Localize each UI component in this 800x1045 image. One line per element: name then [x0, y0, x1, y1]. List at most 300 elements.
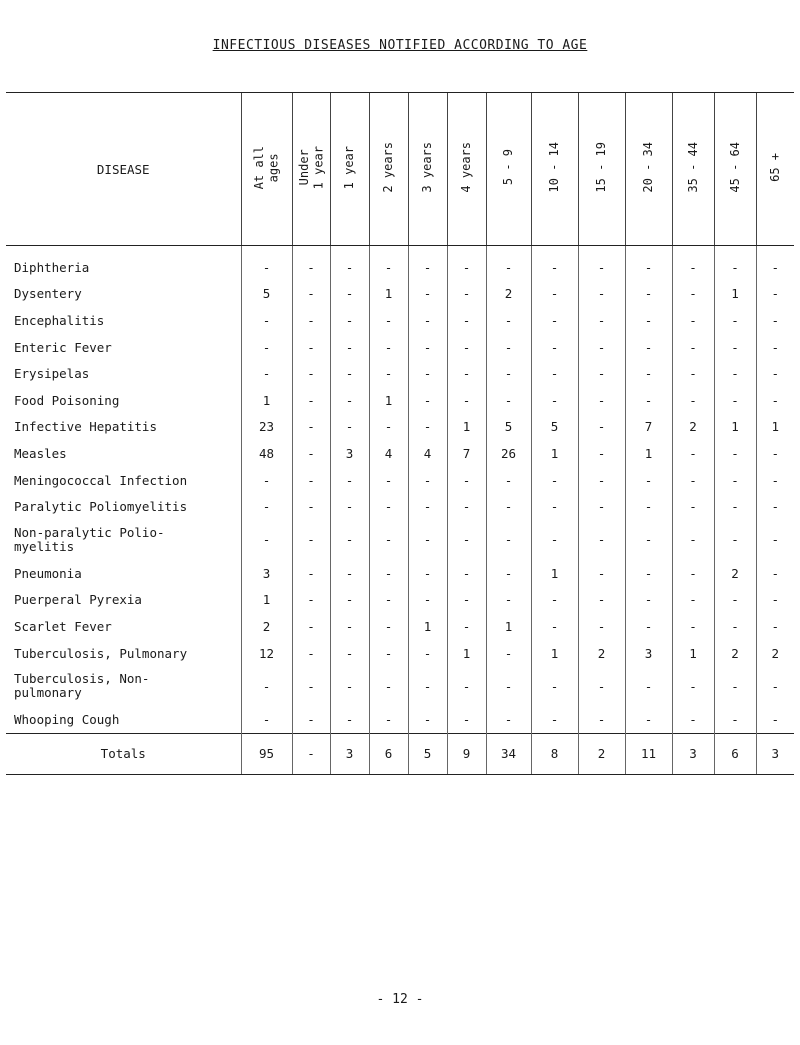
count-cell: -: [408, 467, 447, 494]
total-cell: 3: [330, 733, 369, 774]
count-cell: -: [486, 307, 531, 334]
totals-label: Totals: [6, 733, 241, 774]
count-cell: -: [330, 560, 369, 587]
disease-name: Dysentery: [14, 286, 82, 302]
count-cell: 7: [625, 414, 672, 441]
disease-name: Scarlet Fever: [14, 618, 112, 634]
count-cell: -: [756, 440, 794, 467]
count-cell: -: [531, 666, 578, 706]
count-cell: 1: [625, 440, 672, 467]
count-cell: -: [408, 640, 447, 667]
count-cell: -: [756, 520, 794, 560]
count-cell: -: [714, 587, 756, 614]
count-cell: -: [625, 613, 672, 640]
count-cell: 2: [486, 281, 531, 308]
table-row: [6, 334, 794, 361]
table-row: [6, 560, 794, 587]
count-cell: 1: [408, 613, 447, 640]
total-cell: 3: [756, 733, 794, 774]
column-header-label: 20 - 34: [641, 142, 656, 193]
count-cell: 1: [714, 281, 756, 308]
count-cell: -: [625, 281, 672, 308]
count-cell: -: [756, 281, 794, 308]
count-cell: -: [672, 520, 714, 560]
total-cell: 3: [672, 733, 714, 774]
count-cell: -: [672, 706, 714, 733]
count-cell: -: [714, 613, 756, 640]
count-cell: -: [486, 246, 531, 281]
total-cell: 95: [241, 733, 292, 774]
count-cell: -: [714, 246, 756, 281]
count-cell: -: [408, 560, 447, 587]
count-cell: -: [578, 587, 625, 614]
count-cell: -: [447, 666, 486, 706]
count-cell: -: [292, 493, 330, 520]
count-cell: 2: [756, 640, 794, 667]
total-cell: 34: [486, 733, 531, 774]
count-cell: -: [714, 387, 756, 414]
table-row: [6, 440, 794, 467]
count-cell: -: [408, 387, 447, 414]
count-cell: -: [531, 587, 578, 614]
table-row: [6, 281, 794, 308]
disease-name: Meningococcal Infection: [14, 472, 188, 488]
total-cell: -: [292, 733, 330, 774]
count-cell: -: [756, 334, 794, 361]
count-cell: -: [447, 360, 486, 387]
disease-name: Diphtheria: [14, 259, 90, 275]
count-cell: 4: [369, 440, 408, 467]
disease-name: Whooping Cough: [14, 712, 120, 728]
count-cell: -: [241, 360, 292, 387]
count-cell: -: [330, 520, 369, 560]
age-column-header: [369, 93, 408, 246]
count-cell: -: [241, 307, 292, 334]
count-cell: -: [447, 307, 486, 334]
count-cell: -: [578, 493, 625, 520]
count-cell: 1: [531, 640, 578, 667]
count-cell: -: [292, 387, 330, 414]
age-table-container: [6, 92, 794, 775]
count-cell: -: [625, 520, 672, 560]
table-row: [6, 520, 794, 560]
disease-name: Measles: [14, 445, 67, 461]
count-cell: -: [714, 440, 756, 467]
count-cell: 1: [531, 560, 578, 587]
table-row: [6, 307, 794, 334]
count-cell: -: [625, 666, 672, 706]
count-cell: -: [292, 666, 330, 706]
count-cell: -: [330, 666, 369, 706]
count-cell: -: [292, 246, 330, 281]
count-cell: 3: [625, 640, 672, 667]
count-cell: -: [578, 360, 625, 387]
count-cell: -: [756, 613, 794, 640]
count-cell: -: [447, 520, 486, 560]
count-cell: -: [292, 281, 330, 308]
table-row: [6, 666, 794, 706]
column-header-label: Under 1 year: [296, 145, 325, 190]
column-header-label: 1 year: [342, 145, 357, 190]
disease-name: Enteric Fever: [14, 339, 112, 355]
age-column-header: [447, 93, 486, 246]
table-row: [6, 706, 794, 733]
count-cell: 2: [714, 640, 756, 667]
age-column-header: [292, 93, 330, 246]
disease-name: Food Poisoning: [14, 392, 120, 408]
disease-name: Paralytic Poliomyelitis: [14, 499, 188, 515]
disease-name: Puerperal Pyrexia: [14, 592, 142, 608]
total-cell: 6: [714, 733, 756, 774]
disease-name: Tuberculosis, Non- pulmonary: [14, 670, 150, 701]
count-cell: -: [672, 360, 714, 387]
page-title: INFECTIOUS DISEASES NOTIFIED ACCORDING TO AGE: [212, 38, 588, 53]
count-cell: -: [672, 307, 714, 334]
count-cell: -: [408, 493, 447, 520]
count-cell: -: [531, 334, 578, 361]
count-cell: -: [672, 560, 714, 587]
count-cell: -: [625, 493, 672, 520]
count-cell: 7: [447, 440, 486, 467]
disease-name: Encephalitis: [14, 312, 105, 328]
count-cell: -: [447, 334, 486, 361]
count-cell: -: [369, 246, 408, 281]
count-cell: -: [672, 440, 714, 467]
count-cell: -: [578, 246, 625, 281]
count-cell: -: [330, 334, 369, 361]
count-cell: 3: [330, 440, 369, 467]
count-cell: -: [408, 334, 447, 361]
count-cell: -: [625, 706, 672, 733]
count-cell: -: [756, 387, 794, 414]
total-cell: 5: [408, 733, 447, 774]
table-row: [6, 414, 794, 441]
count-cell: -: [486, 493, 531, 520]
count-cell: -: [241, 493, 292, 520]
count-cell: -: [241, 706, 292, 733]
count-cell: -: [292, 640, 330, 667]
count-cell: -: [408, 520, 447, 560]
count-cell: -: [531, 360, 578, 387]
count-cell: 12: [241, 640, 292, 667]
count-cell: -: [330, 246, 369, 281]
count-cell: -: [369, 560, 408, 587]
disease-name: Erysipelas: [14, 366, 90, 382]
table-row: [6, 613, 794, 640]
column-header-label: 10 - 14: [547, 142, 562, 193]
count-cell: -: [369, 706, 408, 733]
count-cell: -: [292, 334, 330, 361]
column-header-label: 45 - 64: [727, 142, 742, 193]
count-cell: -: [330, 640, 369, 667]
count-cell: -: [330, 414, 369, 441]
count-cell: -: [330, 587, 369, 614]
count-cell: -: [756, 360, 794, 387]
column-header-label: 5 - 9: [501, 149, 516, 186]
count-cell: -: [714, 666, 756, 706]
count-cell: -: [578, 520, 625, 560]
count-cell: -: [369, 414, 408, 441]
count-cell: -: [369, 307, 408, 334]
age-column-header: [330, 93, 369, 246]
count-cell: -: [330, 281, 369, 308]
disease-name: Pneumonia: [14, 565, 82, 581]
count-cell: -: [330, 706, 369, 733]
count-cell: -: [292, 613, 330, 640]
count-cell: -: [486, 334, 531, 361]
count-cell: -: [292, 440, 330, 467]
age-column-header: [756, 93, 794, 246]
count-cell: -: [714, 706, 756, 733]
count-cell: -: [292, 467, 330, 494]
count-cell: -: [578, 613, 625, 640]
count-cell: -: [531, 706, 578, 733]
count-cell: -: [756, 666, 794, 706]
disease-column-header: [6, 93, 241, 246]
count-cell: -: [578, 334, 625, 361]
column-header-label: 35 - 44: [685, 142, 700, 193]
count-cell: -: [369, 493, 408, 520]
count-cell: -: [756, 467, 794, 494]
count-cell: -: [578, 666, 625, 706]
count-cell: -: [369, 613, 408, 640]
count-cell: -: [531, 520, 578, 560]
column-header-label: 4 years: [459, 142, 474, 193]
count-cell: -: [714, 520, 756, 560]
count-cell: -: [408, 666, 447, 706]
count-cell: -: [241, 467, 292, 494]
count-cell: -: [578, 414, 625, 441]
count-cell: -: [486, 560, 531, 587]
age-column-header: [241, 93, 292, 246]
count-cell: -: [369, 360, 408, 387]
count-cell: -: [330, 307, 369, 334]
count-cell: -: [714, 360, 756, 387]
count-cell: 1: [486, 613, 531, 640]
count-cell: -: [531, 246, 578, 281]
count-cell: -: [241, 334, 292, 361]
table-body: [6, 246, 794, 734]
count-cell: -: [486, 467, 531, 494]
count-cell: -: [625, 387, 672, 414]
table-row: [6, 640, 794, 667]
count-cell: -: [578, 706, 625, 733]
count-cell: -: [447, 493, 486, 520]
count-cell: 3: [241, 560, 292, 587]
count-cell: -: [672, 613, 714, 640]
count-cell: -: [486, 360, 531, 387]
count-cell: -: [369, 467, 408, 494]
count-cell: -: [672, 281, 714, 308]
count-cell: -: [578, 560, 625, 587]
count-cell: -: [672, 387, 714, 414]
count-cell: 1: [369, 387, 408, 414]
column-header-label: DISEASE: [96, 161, 150, 177]
count-cell: -: [330, 467, 369, 494]
count-cell: -: [625, 246, 672, 281]
count-cell: 1: [714, 414, 756, 441]
count-cell: -: [369, 587, 408, 614]
count-cell: -: [369, 666, 408, 706]
count-cell: 5: [486, 414, 531, 441]
count-cell: -: [672, 334, 714, 361]
count-cell: 2: [241, 613, 292, 640]
count-cell: -: [241, 666, 292, 706]
count-cell: -: [408, 246, 447, 281]
count-cell: -: [241, 246, 292, 281]
count-cell: -: [447, 246, 486, 281]
count-cell: 1: [447, 414, 486, 441]
count-cell: 1: [672, 640, 714, 667]
count-cell: -: [672, 666, 714, 706]
count-cell: -: [292, 307, 330, 334]
count-cell: 1: [241, 587, 292, 614]
count-cell: -: [486, 640, 531, 667]
count-cell: 26: [486, 440, 531, 467]
count-cell: -: [714, 493, 756, 520]
table-row: [6, 587, 794, 614]
count-cell: -: [625, 560, 672, 587]
count-cell: -: [447, 467, 486, 494]
age-column-header: [531, 93, 578, 246]
count-cell: -: [578, 467, 625, 494]
count-cell: -: [369, 520, 408, 560]
count-cell: 2: [714, 560, 756, 587]
table-row: [6, 467, 794, 494]
count-cell: -: [486, 587, 531, 614]
count-cell: 2: [672, 414, 714, 441]
count-cell: -: [578, 440, 625, 467]
count-cell: -: [672, 467, 714, 494]
count-cell: -: [672, 493, 714, 520]
count-cell: -: [714, 307, 756, 334]
count-cell: 1: [241, 387, 292, 414]
count-cell: -: [330, 493, 369, 520]
count-cell: -: [756, 706, 794, 733]
count-cell: -: [714, 334, 756, 361]
age-column-header: [625, 93, 672, 246]
count-cell: -: [408, 587, 447, 614]
count-cell: -: [756, 307, 794, 334]
count-cell: -: [369, 640, 408, 667]
age-column-header: [672, 93, 714, 246]
column-header-label: 65 +: [768, 153, 783, 182]
count-cell: -: [714, 467, 756, 494]
total-cell: 2: [578, 733, 625, 774]
count-cell: -: [531, 467, 578, 494]
count-cell: -: [408, 281, 447, 308]
count-cell: -: [756, 560, 794, 587]
count-cell: -: [625, 307, 672, 334]
column-header-label: At all ages: [252, 145, 281, 190]
count-cell: -: [531, 281, 578, 308]
count-cell: 1: [531, 440, 578, 467]
count-cell: -: [330, 360, 369, 387]
page-number: - 12 -: [376, 992, 424, 1007]
total-cell: 6: [369, 733, 408, 774]
disease-name: Tuberculosis, Pulmonary: [14, 645, 188, 661]
count-cell: -: [292, 706, 330, 733]
count-cell: -: [672, 587, 714, 614]
total-cell: 8: [531, 733, 578, 774]
count-cell: -: [625, 587, 672, 614]
column-header-label: 2 years: [381, 142, 396, 193]
disease-name: Non-paralytic Polio- myelitis: [14, 524, 165, 554]
count-cell: -: [408, 360, 447, 387]
count-cell: -: [292, 360, 330, 387]
count-cell: -: [447, 281, 486, 308]
count-cell: -: [578, 281, 625, 308]
column-header-label: 15 - 19: [594, 142, 609, 193]
count-cell: -: [625, 360, 672, 387]
count-cell: -: [756, 246, 794, 281]
count-cell: -: [756, 493, 794, 520]
count-cell: -: [531, 493, 578, 520]
count-cell: 48: [241, 440, 292, 467]
count-cell: -: [578, 387, 625, 414]
totals-row: [6, 733, 794, 774]
count-cell: 5: [531, 414, 578, 441]
count-cell: -: [369, 334, 408, 361]
count-cell: -: [330, 613, 369, 640]
count-cell: -: [447, 587, 486, 614]
count-cell: -: [241, 520, 292, 560]
count-cell: 4: [408, 440, 447, 467]
total-cell: 11: [625, 733, 672, 774]
count-cell: -: [408, 414, 447, 441]
count-cell: -: [447, 387, 486, 414]
age-column-header: [486, 93, 531, 246]
count-cell: -: [486, 706, 531, 733]
count-cell: 1: [447, 640, 486, 667]
age-table: [6, 92, 794, 775]
count-cell: 1: [756, 414, 794, 441]
count-cell: -: [447, 706, 486, 733]
count-cell: 5: [241, 281, 292, 308]
count-cell: 2: [578, 640, 625, 667]
age-column-header: [408, 93, 447, 246]
count-cell: -: [408, 307, 447, 334]
table-row: [6, 246, 794, 281]
count-cell: -: [408, 706, 447, 733]
count-cell: -: [625, 467, 672, 494]
count-cell: -: [447, 560, 486, 587]
count-cell: -: [292, 414, 330, 441]
count-cell: -: [531, 613, 578, 640]
count-cell: -: [292, 587, 330, 614]
count-cell: -: [447, 613, 486, 640]
count-cell: -: [486, 666, 531, 706]
table-row: [6, 387, 794, 414]
count-cell: -: [531, 387, 578, 414]
age-column-header: [578, 93, 625, 246]
count-cell: -: [486, 520, 531, 560]
count-cell: 1: [369, 281, 408, 308]
table-row: [6, 493, 794, 520]
header-row: [6, 93, 794, 246]
count-cell: -: [531, 307, 578, 334]
total-cell: 9: [447, 733, 486, 774]
count-cell: -: [330, 387, 369, 414]
count-cell: -: [292, 520, 330, 560]
age-column-header: [714, 93, 756, 246]
count-cell: -: [756, 587, 794, 614]
count-cell: -: [578, 307, 625, 334]
count-cell: -: [625, 334, 672, 361]
count-cell: -: [292, 560, 330, 587]
count-cell: 23: [241, 414, 292, 441]
count-cell: -: [672, 246, 714, 281]
